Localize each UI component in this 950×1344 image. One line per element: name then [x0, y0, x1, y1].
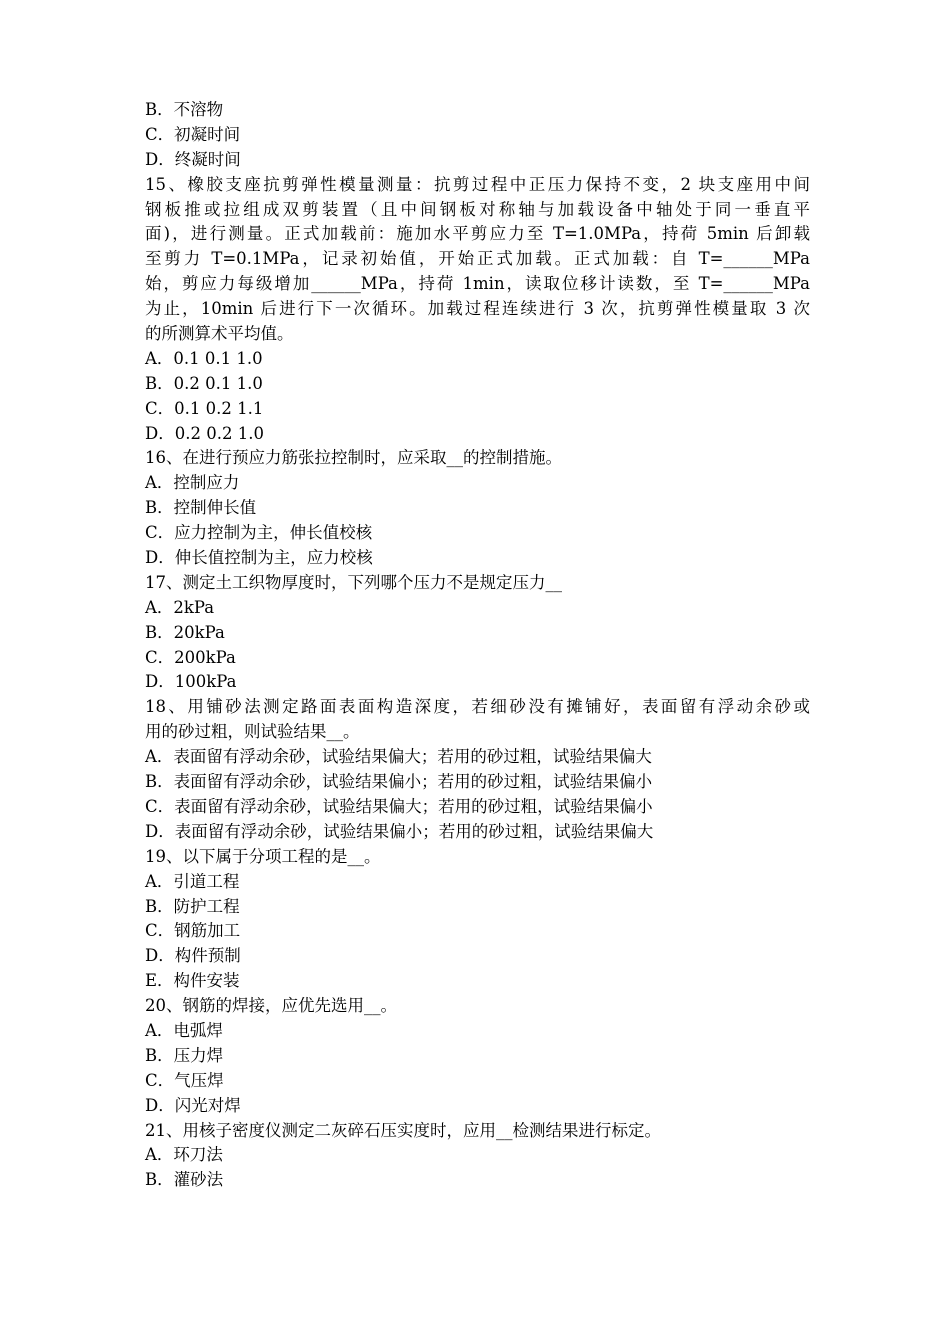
q18-option-c: C．表面留有浮动余砂，试验结果偏大；若用的砂过粗，试验结果偏小: [145, 796, 653, 816]
q17-option-c: C．200kPa: [145, 647, 236, 667]
question-15-line-5: 始，剪应力每级增加______MPa，持荷 1min，读取位移计读数，至 T=______MPa: [145, 274, 810, 294]
q16-option-a: A．控制应力: [145, 473, 240, 493]
option-d-final-set: D．终凝时间: [145, 149, 241, 169]
q19-option-e: E．构件安装: [145, 971, 240, 991]
q15-option-d: D．0.2 0.2 1.0: [145, 423, 264, 443]
q20-option-d: D．闪光对焊: [145, 1095, 241, 1115]
question-16: 16、在进行预应力筋张拉控制时，应采取__的控制措施。: [145, 448, 562, 468]
question-20: 20、钢筋的焊接，应优先选用__。: [145, 996, 397, 1016]
question-19: 19、以下属于分项工程的是__。: [145, 846, 381, 866]
document-page: [145, 98, 810, 1193]
q21-option-a: A．环刀法: [145, 1145, 223, 1165]
q17-option-b: B．20kPa: [145, 622, 225, 642]
q20-option-c: C．气压焊: [145, 1070, 224, 1090]
q19-option-b: B．防护工程: [145, 896, 240, 916]
q17-option-a: A．2kPa: [145, 597, 215, 617]
q19-option-a: A．引道工程: [145, 871, 240, 891]
q20-option-a: A．电弧焊: [145, 1020, 223, 1040]
question-21: 21、用核子密度仪测定二灰碎石压实度时，应用__检测结果进行标定。: [145, 1120, 661, 1140]
q18-option-b: B．表面留有浮动余砂，试验结果偏小；若用的砂过粗，试验结果偏小: [145, 772, 653, 792]
question-17: 17、测定土工织物厚度时，下列哪个压力不是规定压力__: [145, 572, 562, 592]
question-18-line-1: 18、用铺砂法测定路面表面构造深度，若细砂没有摊铺好，表面留有浮动余砂或: [145, 697, 810, 717]
q18-option-d: D．表面留有浮动余砂，试验结果偏小；若用的砂过粗，试验结果偏大: [145, 821, 654, 841]
option-c-initial-set: C．初凝时间: [145, 124, 241, 144]
q18-option-a: A．表面留有浮动余砂，试验结果偏大；若用的砂过粗，试验结果偏大: [145, 747, 652, 767]
q15-option-a: A．0.1 0.1 1.0: [145, 348, 263, 368]
question-15-line-2: 钢板推或拉组成双剪装置（且中间钢板对称轴与加载设备中轴处于同一垂直平: [145, 199, 810, 219]
q15-option-c: C．0.1 0.2 1.1: [145, 398, 264, 418]
question-18-line-2: 用的砂过粗，则试验结果__。: [145, 722, 360, 742]
option-b-insoluble: B．不溶物: [145, 100, 224, 119]
q19-option-d: D．构件预制: [145, 946, 241, 966]
q16-option-c: C．应力控制为主，伸长值校核: [145, 523, 373, 543]
q16-option-b: B．控制伸长值: [145, 498, 257, 518]
question-15-line-7: 的所测算术平均值。: [145, 324, 294, 344]
q20-option-b: B．压力焊: [145, 1045, 224, 1065]
q15-option-b: B．0.2 0.1 1.0: [145, 373, 263, 393]
question-15-line-6: 为止，10min 后进行下一次循环。加载过程连续进行 3 次，抗剪弹性模量取 3 次: [145, 299, 810, 319]
q19-option-c: C．钢筋加工: [145, 921, 241, 941]
question-15-line-1: 15、橡胶支座抗剪弹性模量测量：抗剪过程中正压力保持不变，2 块支座用中间: [145, 174, 810, 194]
question-15-line-3: 面)，进行测量。正式加载前：施加水平剪应力至 T=1.0MPa，持荷 5min 后卸载: [145, 224, 810, 244]
q21-option-b: B．灌砂法: [145, 1170, 224, 1190]
q17-option-d: D．100kPa: [145, 672, 237, 692]
question-15-line-4: 至剪力 T=0.1MPa，记录初始值，开始正式加载。正式加载：自 T=______MPa: [145, 249, 810, 269]
q16-option-d: D．伸长值控制为主，应力校核: [145, 548, 373, 568]
